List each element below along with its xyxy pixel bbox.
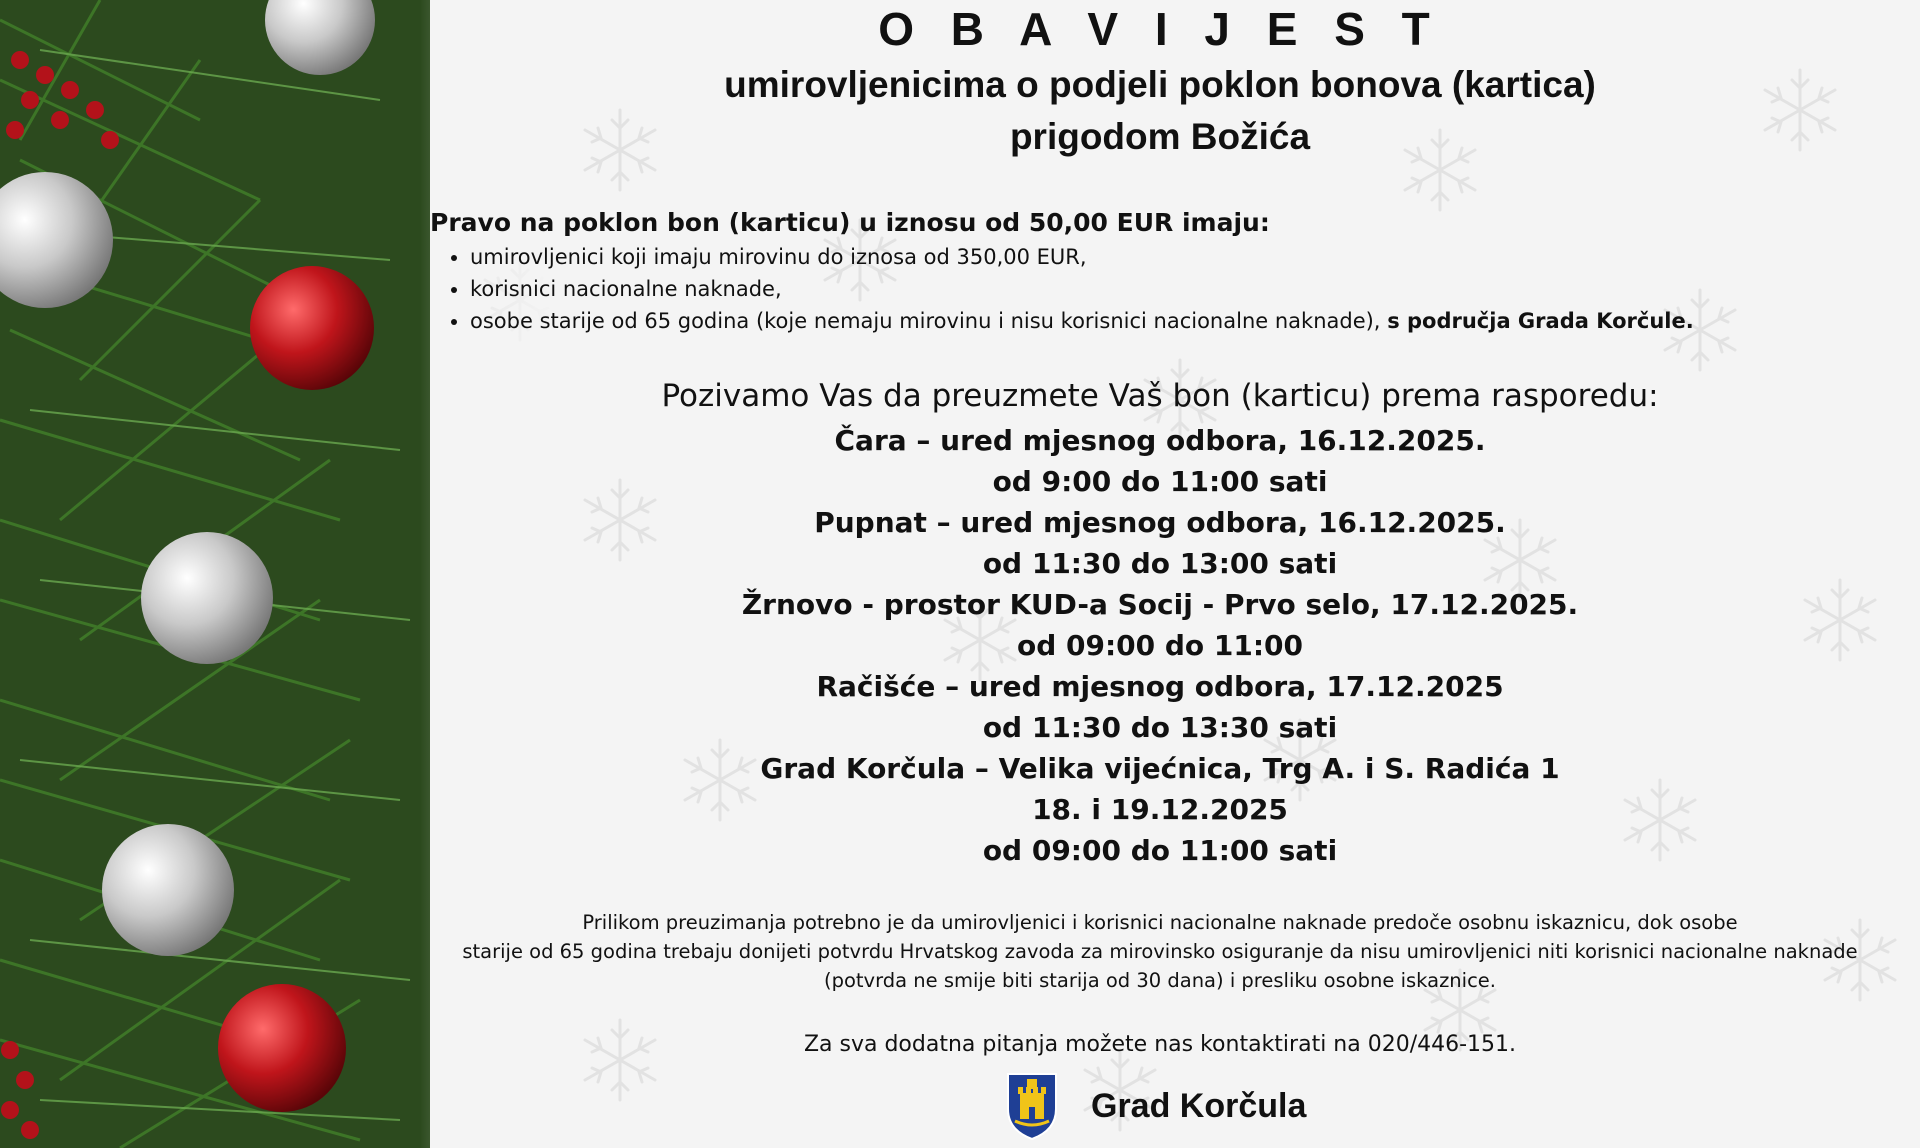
contact-info: Za sva dodatna pitanja možete nas kontaktirati na 020/446-151. xyxy=(803,1032,1517,1057)
schedule-line: od 11:30 do 13:30 sati xyxy=(982,711,1338,744)
schedule-list xyxy=(400,420,1920,871)
schedule-line: Račišće – ured mjesnog odbora, 17.12.2025 xyxy=(816,670,1504,703)
note-line: Prilikom preuzimanja potrebno je da umirovljenici i korisnici nacionalne naknade predoče osobnu iskaznicu, dok osobe xyxy=(582,911,1738,934)
notice-title: O B A V I J E S T xyxy=(878,3,1442,55)
schedule-line: Žrnovo - prostor KUD-a Socij - Prvo selo, 17.12.2025. xyxy=(741,588,1579,621)
eligibility-list xyxy=(430,241,1890,337)
eligibility-area-bold: s područja Grada Korčule. xyxy=(1387,309,1694,333)
schedule-line: Čara – ured mjesnog odbora, 16.12.2025. xyxy=(834,424,1486,457)
schedule-line: od 9:00 do 11:00 sati xyxy=(992,465,1328,498)
eligibility-item: • korisnici nacionalne naknade, xyxy=(470,273,1890,305)
coat-of-arms-icon xyxy=(1005,1071,1059,1141)
notice-subtitle-line1: umirovljenicima o podjeli poklon bonova (kartica) xyxy=(724,64,1596,105)
requirements-note xyxy=(420,908,1900,995)
notice-content xyxy=(400,0,1920,1148)
footer-logo xyxy=(1005,1070,1306,1142)
schedule-intro: Pozivamo Vas da preuzmete Vaš bon (karticu) prema rasporedu: xyxy=(661,378,1659,414)
eligibility-section xyxy=(430,208,1890,337)
eligibility-lead: Pravo na poklon bon (karticu) u iznosu od 50,00 EUR imaju: xyxy=(430,208,1270,237)
eligibility-item: • osobe starije od 65 godina (koje nemaju mirovinu i nisu korisnici nacionalne naknade), s područja Grada Korčule. xyxy=(470,305,1890,337)
schedule-line: od 09:00 do 11:00 sati xyxy=(982,834,1338,867)
city-name: Grad Korčula xyxy=(1091,1086,1307,1125)
note-line: starije od 65 godina trebaju donijeti potvrdu Hrvatskog zavoda za mirovinsko osiguranje da nisu umirovljenici niti korisnici nacionalne naknade xyxy=(462,940,1858,963)
schedule-line: Grad Korčula – Velika vijećnica, Trg A. i S. Radića 1 xyxy=(760,752,1560,785)
note-line: (potvrda ne smije biti starija od 30 dana) i presliku osobne iskaznice. xyxy=(824,969,1496,992)
notice-subtitle-line2: prigodom Božića xyxy=(1009,116,1311,157)
eligibility-item: • umirovljenici koji imaju mirovinu do iznosa od 350,00 EUR, xyxy=(470,241,1890,273)
schedule-line: 18. i 19.12.2025 xyxy=(1032,793,1288,826)
schedule-line: od 11:30 do 13:00 sati xyxy=(982,547,1338,580)
schedule-line: Pupnat – ured mjesnog odbora, 16.12.2025. xyxy=(814,506,1506,539)
schedule-line: od 09:00 do 11:00 xyxy=(1016,629,1304,662)
